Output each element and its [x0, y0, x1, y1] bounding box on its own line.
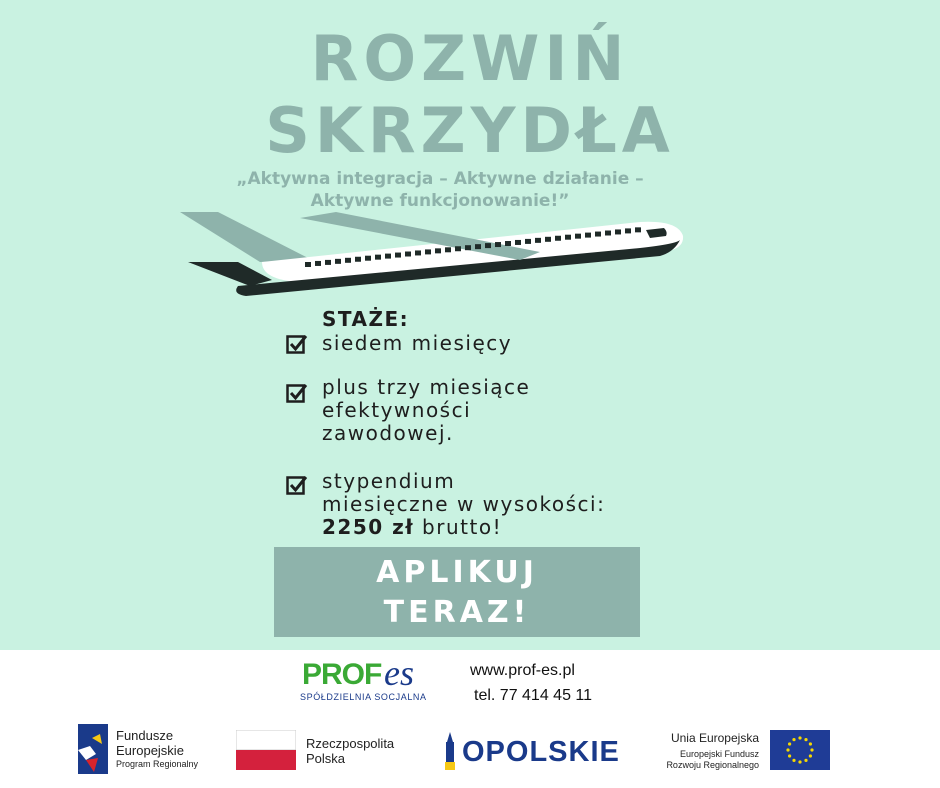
airplane-window [485, 243, 491, 248]
airplane-window [515, 240, 521, 245]
airplane-window [615, 229, 621, 234]
polish-flag-icon [236, 730, 296, 770]
airplane-window [555, 236, 561, 241]
airplane-window [315, 261, 321, 266]
ue-line-1: Unia Europejska [670, 731, 759, 745]
airplane-window [575, 234, 581, 239]
airplane-window [585, 233, 591, 238]
airplane-window [395, 253, 401, 258]
eu-star [804, 738, 807, 741]
subtitle-line-2: Aktywne funkcjonowanie!” [310, 191, 570, 211]
ue-line-3: Rozwoju Regionalnego [666, 760, 759, 770]
airplane-window [475, 244, 481, 249]
phone-number: tel. 77 414 45 11 [474, 687, 593, 704]
eu-star [786, 748, 789, 751]
airplane-window [355, 257, 361, 262]
airplane-window [455, 246, 461, 251]
opolskie-tower-icon [442, 732, 458, 770]
apply-now-line-1: APLIKUJ [376, 555, 538, 590]
eu-star [804, 759, 807, 762]
list-item-3-line-2: miesięczne w wysokości: [322, 492, 606, 516]
airplane-window [425, 249, 431, 254]
airplane-window [625, 228, 631, 233]
list-item-3-line-3 [322, 516, 502, 539]
airplane-window [595, 232, 601, 237]
fundusze-europejskie-icon [78, 724, 108, 774]
eu-star [798, 760, 801, 763]
fe-line-1: Fundusze [116, 728, 174, 743]
opolskie-logo-text: OPOLSKIE [462, 736, 620, 768]
checkbox-icon [286, 474, 308, 496]
eu-star [792, 759, 795, 762]
airplane-window [415, 250, 421, 255]
ue-line-2: Europejski Fundusz [679, 749, 759, 759]
airplane-window [365, 256, 371, 261]
airplane-window [505, 241, 511, 246]
eu-star [788, 742, 791, 745]
airplane-window [335, 259, 341, 264]
title-line-1: ROZWIŃ [310, 22, 630, 95]
list-item-2-line-1: plus trzy miesiące [322, 375, 531, 399]
website-link[interactable]: www.prof-es.pl [470, 662, 575, 679]
fe-line-2: Europejskie [116, 743, 184, 758]
apply-now-line-2: TERAZ! [383, 595, 531, 630]
airplane-window [565, 235, 571, 240]
airplane-window [405, 252, 411, 257]
airplane-window [545, 237, 551, 242]
airplane-window [605, 231, 611, 236]
airplane-window [305, 262, 311, 267]
stipend-amount: 2250 zł [322, 515, 415, 539]
eu-flag-icon [770, 730, 830, 770]
airplane-window [325, 260, 331, 265]
checkbox-icon [286, 333, 308, 355]
airplane-illustration [0, 0, 940, 320]
airplane-window [535, 238, 541, 243]
airplane-window [525, 239, 531, 244]
stipend-suffix: brutto! [414, 515, 503, 539]
apply-now-button[interactable] [274, 547, 640, 637]
eu-star [809, 754, 812, 757]
list-item-1-text: siedem miesięcy [322, 331, 513, 355]
list-heading: STAŻE: [322, 307, 410, 331]
rp-line-2: Polska [306, 751, 346, 766]
airplane-window [385, 254, 391, 259]
eu-star [809, 742, 812, 745]
airplane-window [435, 248, 441, 253]
profes-logo: PROF es SPÓŁDZIELNIA SOCJALNA [300, 653, 427, 702]
subtitle-line-1: „Aktywna integracja – Aktywne działanie – [236, 169, 644, 189]
airplane-window [635, 227, 641, 232]
list-item-2-line-3: zawodowej. [322, 421, 454, 445]
eu-star [792, 738, 795, 741]
list-item-3-line-1: stypendium [322, 469, 456, 493]
eu-star [788, 754, 791, 757]
airplane-window [345, 258, 351, 263]
airplane-window [375, 255, 381, 260]
rp-line-1: Rzeczpospolita [306, 736, 395, 751]
title-line-2: SKRZYDŁA [265, 94, 675, 167]
eu-star [798, 736, 801, 739]
fe-line-3: Program Regionalny [116, 759, 199, 769]
airplane-window [495, 242, 501, 247]
airplane-window [445, 247, 451, 252]
eu-star [810, 748, 813, 751]
checkbox-icon [286, 382, 308, 404]
list-item-2-line-2: efektywności [322, 398, 472, 422]
airplane-window [465, 245, 471, 250]
